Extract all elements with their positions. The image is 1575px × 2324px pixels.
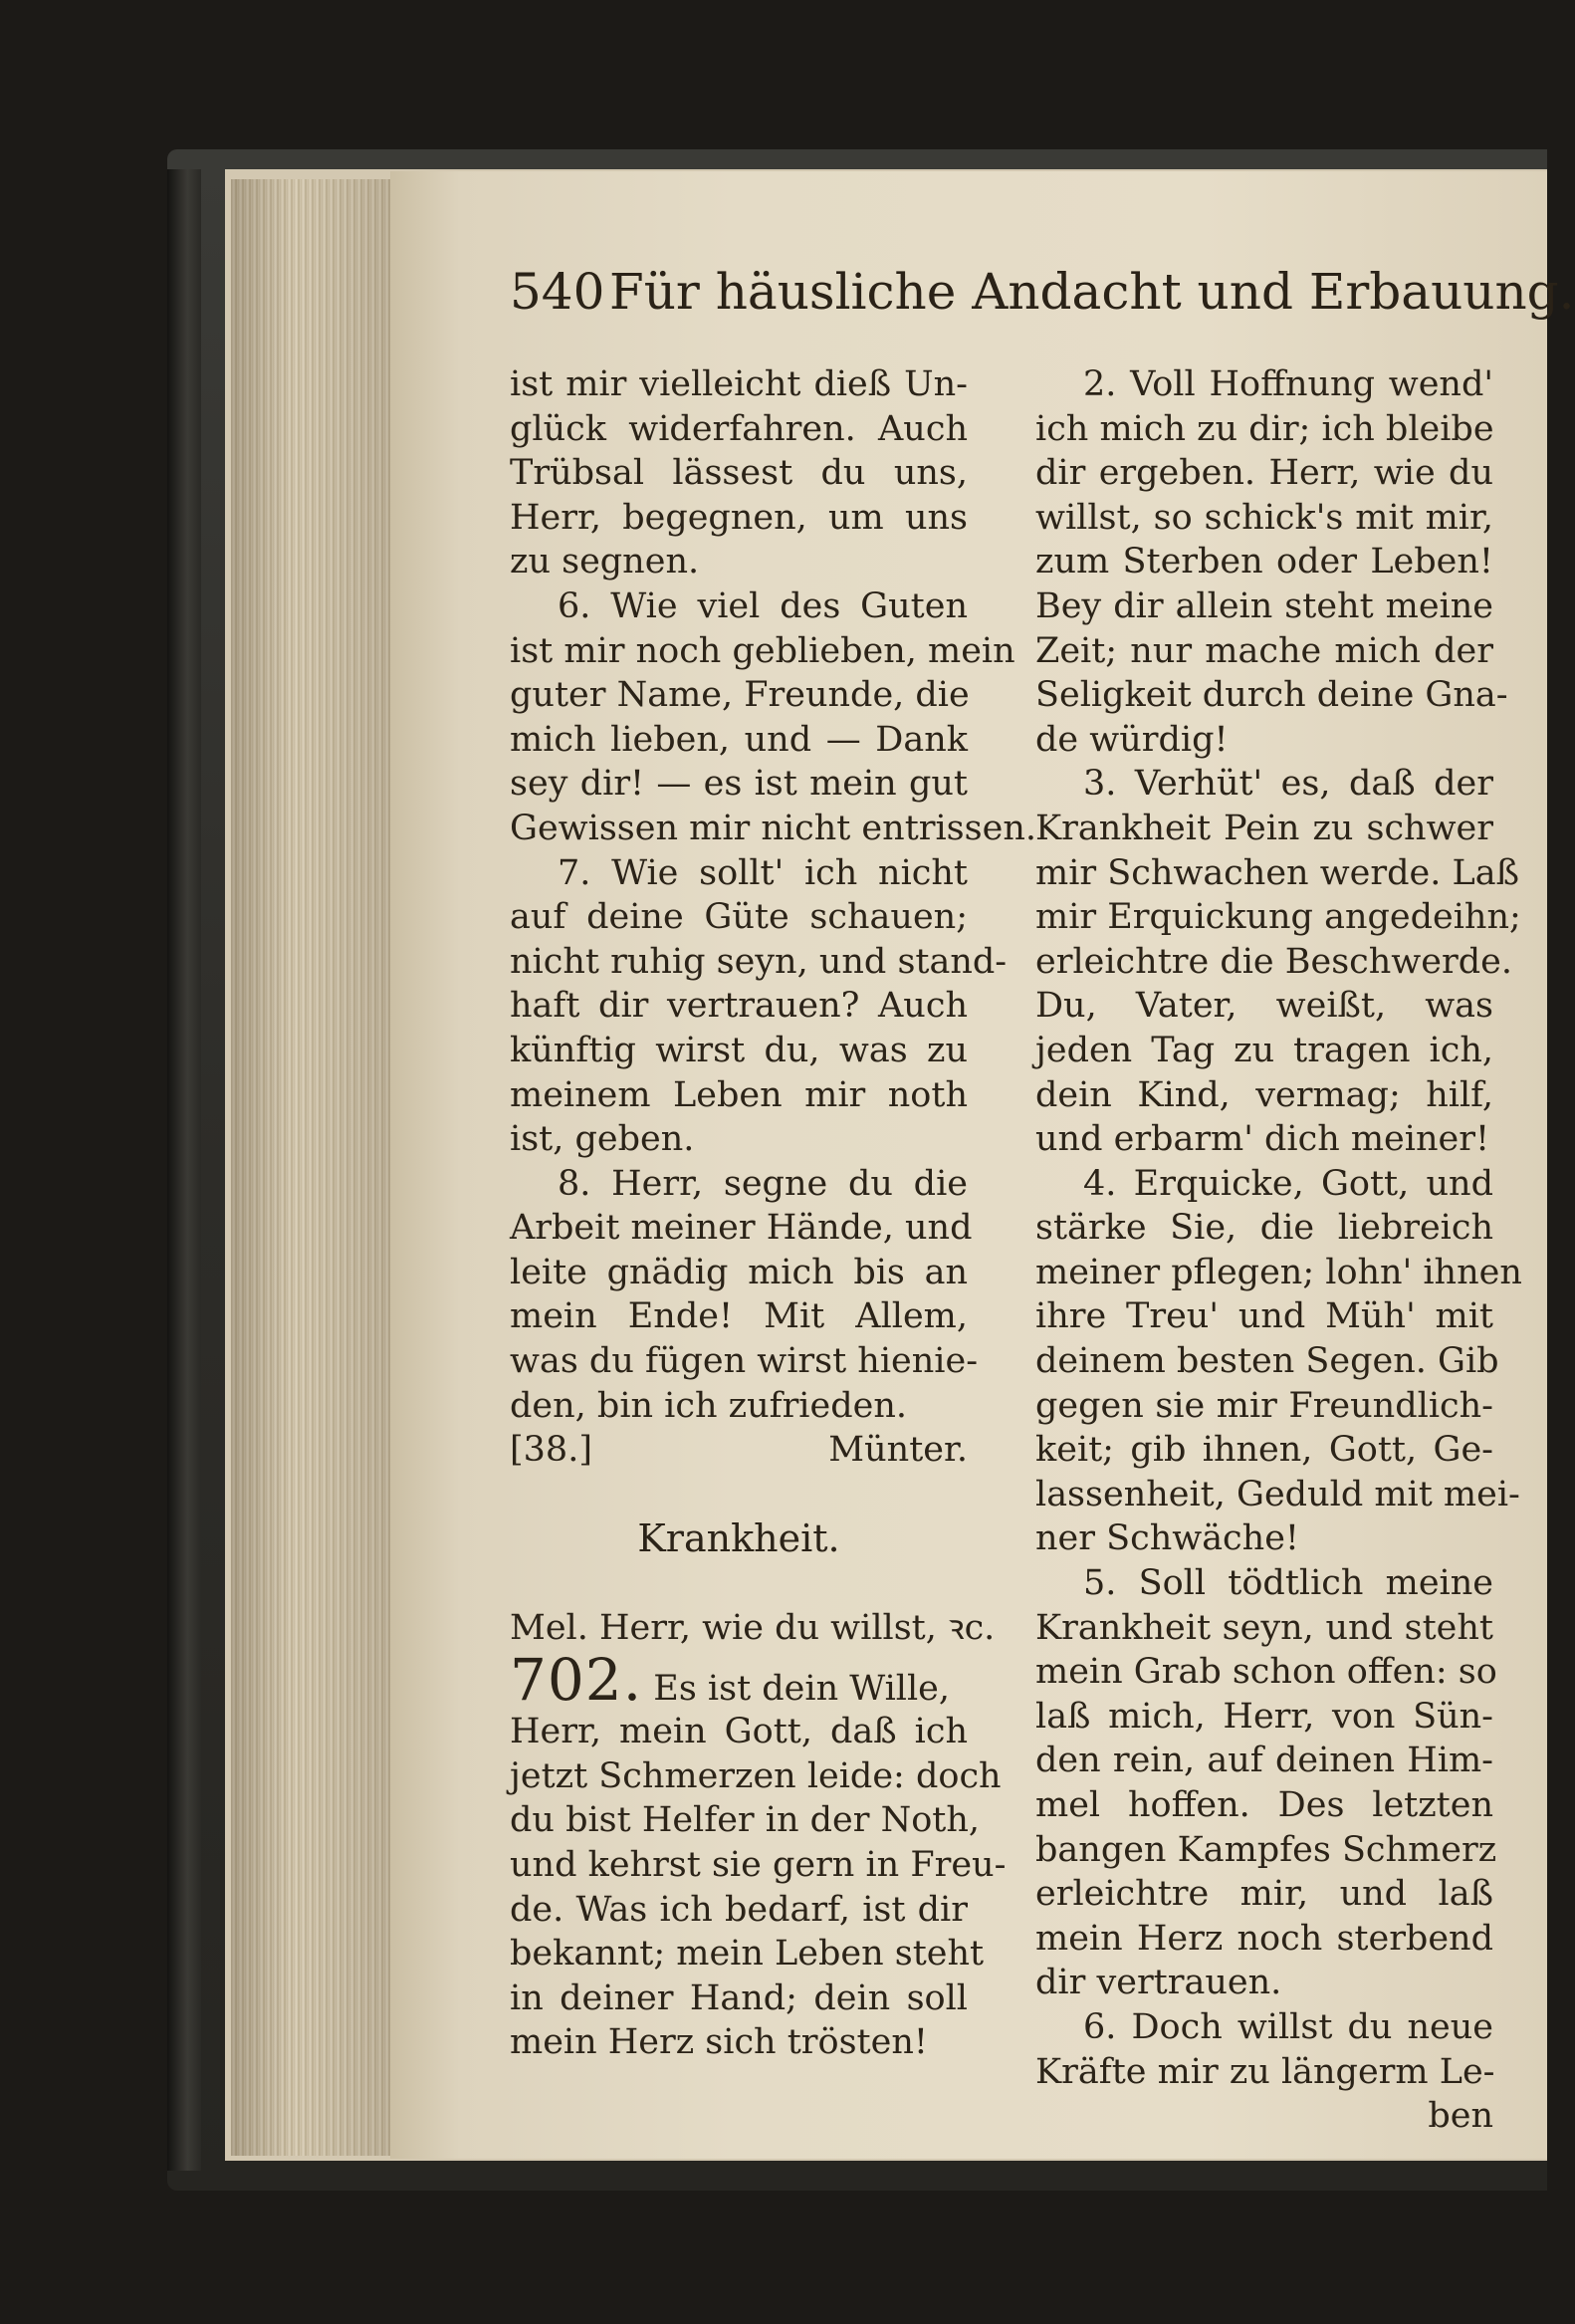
text-line: erleichtre die Beschwerde. [1035, 941, 1512, 982]
text-line: was du fügen wirst hienie- [510, 1341, 979, 1382]
text-line: de würdig! [1035, 719, 1229, 760]
page-edges-shadow [231, 179, 390, 2156]
text-line: sey dir! — es ist mein gut [510, 764, 968, 805]
running-title: Für häusliche Andacht und Erbauung. [609, 263, 1575, 321]
text-line: und erbarm' dich meiner! [1035, 1119, 1490, 1160]
text-line: ihre Treu' und Müh' mit [1035, 1296, 1493, 1337]
text-line: zum Sterben oder Leben! [1035, 542, 1493, 582]
catchword: ben [1428, 2096, 1493, 2137]
text-line: erleichtre mir, und laß [1035, 1874, 1493, 1915]
text-line: ner Schwäche! [1035, 1518, 1299, 1559]
text-line: mel hoffen. Des letzten [1035, 1785, 1493, 1825]
text-line: mein Herz noch sterbend [1035, 1918, 1493, 1959]
verse-start-line: 4. Erquicke, Gott, und [1083, 1163, 1493, 1204]
text-line: laß mich, Herr, von Sün- [1035, 1696, 1493, 1737]
hymn-first-words: Es ist dein Wille, [653, 1669, 951, 1710]
verse-start-line: 6. Wie viel des Guten [558, 585, 968, 626]
text-line: künftig wirst du, was zu [510, 1030, 968, 1070]
text-line: ist, geben. [510, 1119, 695, 1160]
text-line: Krankheit seyn, und steht [1035, 1607, 1493, 1648]
hymn-reference: [38.] [510, 1430, 592, 1471]
running-head [510, 257, 1575, 327]
text-line: glück widerfahren. Auch [510, 408, 968, 449]
text-line: mich lieben, und — Dank [510, 719, 968, 760]
text-line: dein Kind, vermag; hilf, [1035, 1074, 1493, 1115]
text-line: stärke Sie, die liebreich [1035, 1208, 1493, 1249]
text-line: meiner pflegen; lohn' ihnen [1035, 1252, 1522, 1292]
hymn-author: Münter. [828, 1430, 968, 1471]
text-line: Krankheit Pein zu schwer [1035, 808, 1493, 848]
verse-start-line: 3. Verhüt' es, daß der [1083, 764, 1493, 805]
verse-start-line: 6. Doch willst du neue [1083, 2006, 1493, 2047]
spacer [510, 1473, 968, 1517]
text-line: Bey dir allein steht meine [1035, 585, 1493, 626]
text-line: du bist Helfer in der Noth, [510, 1800, 981, 1841]
text-line: Herr, begegnen, um uns [510, 497, 968, 538]
text-line: dir vertrauen. [1035, 1963, 1282, 2003]
text-line: nicht ruhig seyn, und stand- [510, 941, 1008, 982]
text-line: Herr, mein Gott, daß ich [510, 1712, 968, 1752]
text-line: lassenheit, Geduld mit mei- [1035, 1474, 1520, 1514]
hymn-number: 702. [510, 1646, 643, 1715]
text-line: willst, so schick's mit mir, [1035, 497, 1493, 538]
text-line: ist mir noch geblieben, mein [510, 630, 1015, 671]
text-line: leite gnädig mich bis an [510, 1252, 968, 1292]
text-line: mir Schwachen werde. Laß [1035, 852, 1519, 893]
text-line: de. Was ich bedarf, ist dir [510, 1889, 968, 1930]
verse-start-line: 8. Herr, segne du die [558, 1163, 968, 1204]
text-line: zu segnen. [510, 542, 700, 582]
spacer [510, 1561, 968, 1606]
book-spine [167, 169, 201, 2171]
text-line: bangen Kampfes Schmerz [1035, 1829, 1497, 1870]
text-line: Gewissen mir nicht entrissen. [510, 808, 1036, 848]
text-line: bekannt; mein Leben steht [510, 1934, 985, 1975]
melody-line: Mel. Herr, wie du willst, ꝛc. [510, 1607, 996, 1648]
text-line: mein Herz sich trösten! [510, 2022, 928, 2063]
text-line: Seligkeit durch deine Gna- [1035, 675, 1508, 716]
text-line: jetzt Schmerzen leide: doch [510, 1755, 1002, 1796]
text-line: den rein, auf deinen Him- [1035, 1741, 1493, 1781]
text-line: haft dir vertrauen? Auch [510, 986, 968, 1027]
text-line: in deiner Hand; dein soll [510, 1977, 968, 2018]
left-column [510, 362, 1036, 2065]
verse-start-line: 7. Wie sollt' ich nicht [558, 852, 968, 893]
section-heading: Krankheit. [637, 1516, 840, 1561]
text-line: und kehrst sie gern in Freu- [510, 1845, 1007, 1885]
text-line: gegen sie mir Freundlich- [1035, 1385, 1493, 1426]
text-line: deinem besten Segen. Gib [1035, 1341, 1499, 1382]
text-line: mein Grab schon offen: so [1035, 1652, 1497, 1693]
text-line: meinem Leben mir noth [510, 1074, 968, 1115]
text-line: mir Erquickung angedeihn; [1035, 897, 1521, 938]
text-line: auf deine Güte schauen; [510, 897, 968, 938]
text-line: jeden Tag zu tragen ich, [1035, 1030, 1493, 1070]
text-line: Zeit; nur mache mich der [1035, 630, 1493, 671]
text-line: keit; gib ihnen, Gott, Ge- [1035, 1430, 1493, 1471]
text-line: Arbeit meiner Hände, und [510, 1208, 973, 1249]
text-line: mein Ende! Mit Allem, [510, 1296, 968, 1337]
text-line: den, bin ich zufrieden. [510, 1385, 907, 1426]
text-line: ist mir vielleicht dieß Un- [510, 364, 968, 404]
verse-start-line: 2. Voll Hoffnung wend' [1083, 364, 1493, 404]
hymn-first-line [510, 1646, 968, 1715]
text-line: guter Name, Freunde, die [510, 675, 970, 716]
text-line: ich mich zu dir; ich bleibe [1035, 408, 1494, 449]
text-line: Trübsal lässest du uns, [510, 453, 968, 494]
page-number: 540 [510, 263, 605, 321]
verse-start-line: 5. Soll tödtlich meine [1083, 1563, 1493, 1604]
text-line: Kräfte mir zu längerm Le- [1035, 2051, 1495, 2092]
text-line: dir ergeben. Herr, wie du [1035, 453, 1493, 494]
text-line: Du, Vater, weißt, was [1035, 986, 1493, 1027]
right-column [1035, 362, 1522, 2139]
hymn-signature-line [510, 1428, 968, 1473]
